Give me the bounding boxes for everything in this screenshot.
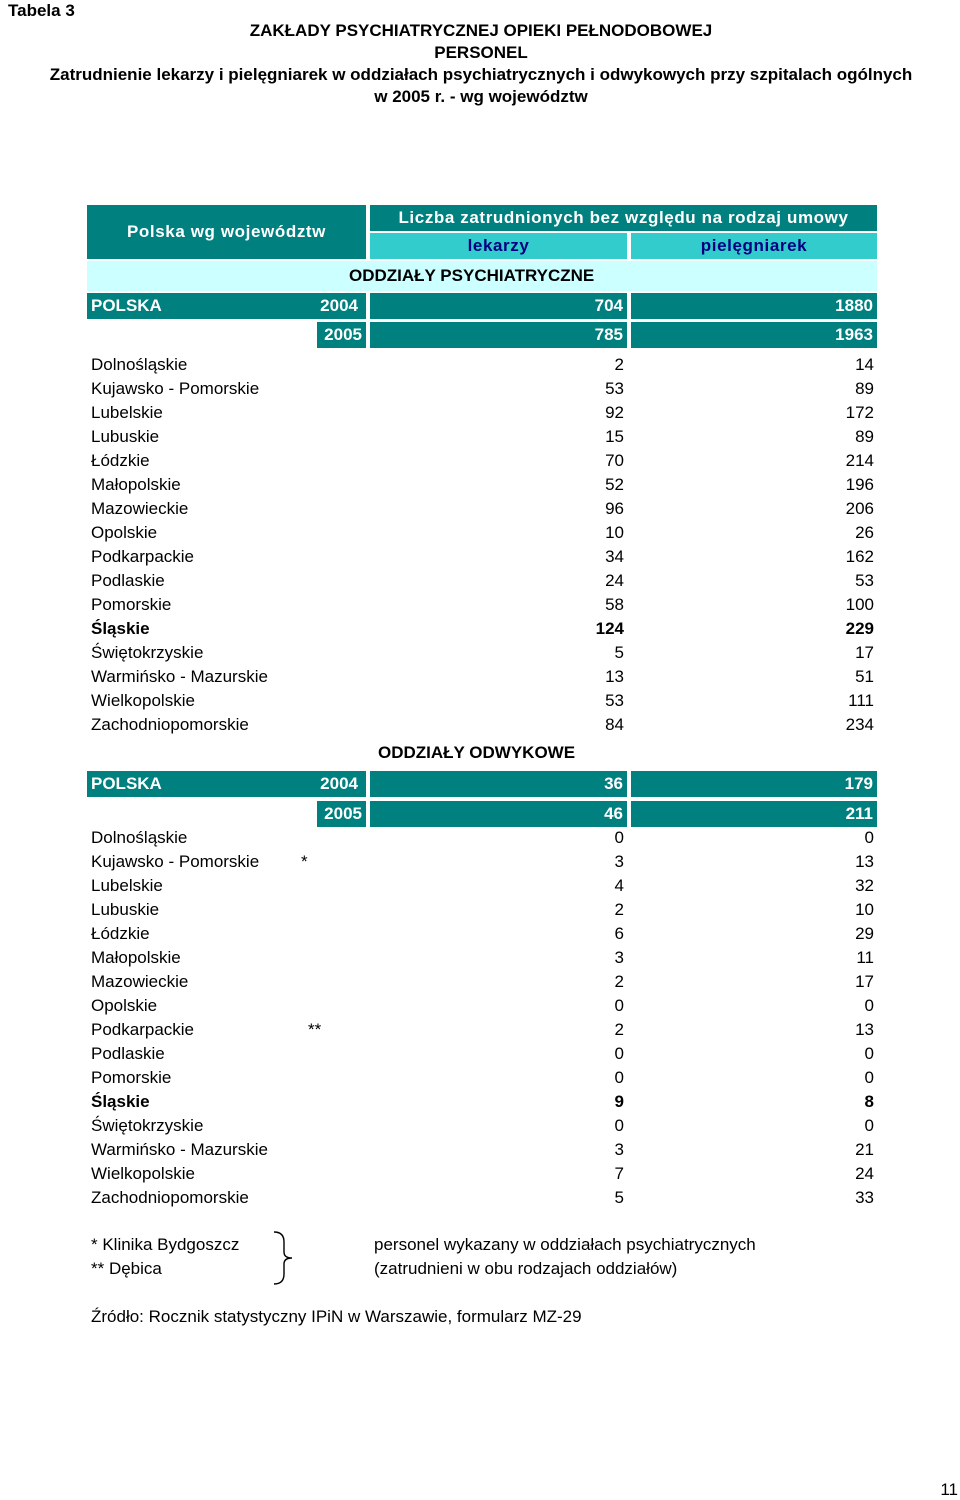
odwyk-total-2004-label — [87, 771, 366, 797]
nurses-value: 206 — [845, 499, 874, 518]
psych-2005-doctors: 785 — [370, 322, 627, 348]
page-number: 11 — [940, 1480, 958, 1499]
footnote-explain-1: personel wykazany w oddziałach psychiatrycznych — [374, 1235, 756, 1254]
psych-2005-nurses: 1963 — [631, 322, 877, 348]
table-row — [91, 970, 874, 994]
table-row — [91, 545, 874, 569]
doctors-value: 3 — [614, 948, 624, 967]
region-name: Pomorskie — [91, 1068, 172, 1087]
table-row — [91, 898, 874, 922]
doctors-value: 7 — [614, 1164, 624, 1183]
region-name: Świętokrzyskie — [91, 1116, 204, 1135]
doctors-value: 84 — [605, 715, 624, 734]
source-note: Źródło: Rocznik statystyczny IPiN w Warszawie, formularz MZ-29 — [91, 1307, 582, 1326]
doctors-value: 70 — [605, 451, 624, 470]
doctors-value: 52 — [605, 475, 624, 494]
nurses-value: 0 — [864, 828, 874, 847]
nurses-value: 13 — [855, 852, 874, 871]
region-name: Mazowieckie — [91, 972, 189, 991]
table-row — [91, 425, 874, 449]
nurses-value: 32 — [855, 876, 874, 895]
doctors-value: 9 — [614, 1092, 624, 1111]
doctors-value: 5 — [614, 1188, 624, 1207]
doctors-column-header — [370, 233, 627, 259]
doctors-value: 2 — [614, 1020, 624, 1039]
region-name: Lubuskie — [91, 900, 160, 919]
table-row — [91, 946, 874, 970]
psych-total-2004-label — [87, 293, 366, 319]
nurses-value: 214 — [845, 451, 874, 470]
footnote-marker: ** — [308, 1020, 322, 1039]
doctors-value: 5 — [614, 643, 624, 662]
region-name: Opolskie — [91, 996, 158, 1015]
odwyk-2004-nurses: 179 — [631, 771, 877, 797]
doctors-value: 3 — [614, 852, 624, 871]
section-psychiatric: ODDZIAŁY PSYCHIATRYCZNE — [87, 261, 877, 291]
table-row — [91, 1186, 874, 1210]
brace-icon — [272, 1230, 294, 1286]
nurses-value: 14 — [855, 355, 874, 374]
doctors-value: 96 — [605, 499, 624, 518]
doctors-value: 34 — [605, 547, 624, 566]
section-addiction: ODDZIAŁY ODWYKOWE — [378, 743, 576, 762]
table-row — [91, 922, 874, 946]
table-label: Tabela 3 — [8, 1, 75, 20]
total-label: POLSKA — [91, 296, 162, 315]
footnote-marker: * — [301, 852, 308, 871]
employment-group-header: Liczba zatrudnionych bez względu na rodzaj umowy — [370, 205, 877, 231]
nurses-value: 111 — [848, 691, 874, 710]
doctors-column-label: lekarzy — [467, 236, 530, 255]
region-name: Świętokrzyskie — [91, 643, 204, 662]
region-name: Śląskie — [91, 1092, 150, 1111]
nurses-value: 21 — [855, 1140, 874, 1159]
doctors-value: 2 — [614, 900, 624, 919]
odwyk-total-2005-year: 2005 — [317, 801, 366, 827]
footnote-star-2: ** Dębica — [91, 1259, 162, 1278]
nurses-column-label: pielęgniarek — [700, 236, 808, 255]
doctors-value: 92 — [605, 403, 624, 422]
region-column-header: Polska wg województw — [87, 205, 366, 259]
region-name: Śląskie — [91, 619, 150, 638]
region-name: Podkarpackie — [91, 547, 195, 566]
table-row — [91, 569, 874, 593]
table-row — [91, 1018, 874, 1042]
nurses-value: 51 — [855, 667, 874, 686]
nurses-value: 89 — [855, 427, 874, 446]
region-name: Podlaskie — [91, 1044, 165, 1063]
nurses-value: 8 — [864, 1092, 874, 1111]
region-name: Wielkopolskie — [91, 1164, 195, 1183]
nurses-value: 0 — [864, 1044, 874, 1063]
doctors-value: 0 — [614, 1068, 624, 1087]
odwyk-2004-doctors: 36 — [370, 771, 627, 797]
nurses-value: 100 — [845, 595, 874, 614]
doctors-value: 53 — [605, 691, 624, 710]
region-name: Dolnośląskie — [91, 355, 188, 374]
table-row — [91, 1138, 874, 1162]
title-line-4: w 2005 r. - wg województw — [374, 87, 588, 106]
table-row — [91, 850, 874, 874]
psych-2004-doctors: 704 — [370, 293, 627, 319]
psych-2004-nurses: 1880 — [631, 293, 877, 319]
region-name: Zachodniopomorskie — [91, 1188, 249, 1207]
region-name: Łódzkie — [91, 924, 150, 943]
table-row — [91, 826, 874, 850]
doctors-value: 3 — [614, 1140, 624, 1159]
region-name: Zachodniopomorskie — [91, 715, 249, 734]
table-row — [91, 353, 874, 377]
table-row — [91, 994, 874, 1018]
table-row — [91, 1162, 874, 1186]
nurses-value: 196 — [845, 475, 874, 494]
region-name: Pomorskie — [91, 595, 172, 614]
doctors-value: 15 — [605, 427, 624, 446]
table-row — [91, 665, 874, 689]
doctors-value: 2 — [614, 355, 624, 374]
footnote-star-1: * Klinika Bydgoszcz — [91, 1235, 240, 1254]
table-row — [91, 593, 874, 617]
region-name: Warmińsko - Mazurskie — [91, 1140, 268, 1159]
table-row — [91, 874, 874, 898]
table-row — [91, 1090, 874, 1114]
region-name: Kujawsko - Pomorskie — [91, 379, 260, 398]
table-row — [91, 473, 874, 497]
doctors-value: 10 — [605, 523, 624, 542]
doctors-value: 2 — [614, 972, 624, 991]
nurses-value: 229 — [845, 619, 874, 638]
region-name: Podkarpackie — [91, 1020, 195, 1039]
region-name: Warmińsko - Mazurskie — [91, 667, 268, 686]
table-row — [91, 617, 874, 641]
psych-total-2005-year: 2005 — [317, 322, 366, 348]
table-row — [91, 1114, 874, 1138]
table-row — [91, 713, 874, 737]
nurses-value: 0 — [864, 1068, 874, 1087]
doctors-value: 0 — [614, 996, 624, 1015]
table-row — [91, 1042, 874, 1066]
region-name: Kujawsko - Pomorskie — [91, 852, 260, 871]
region-name: Łódzkie — [91, 451, 150, 470]
year-2004: 2004 — [320, 774, 358, 793]
nurses-value: 26 — [855, 523, 874, 542]
table-row — [91, 377, 874, 401]
doctors-value: 0 — [614, 1116, 624, 1135]
nurses-value: 33 — [855, 1188, 874, 1207]
nurses-value: 11 — [856, 948, 874, 967]
table-row — [91, 521, 874, 545]
doctors-value: 58 — [605, 595, 624, 614]
nurses-value: 13 — [855, 1020, 874, 1039]
nurses-value: 234 — [845, 715, 874, 734]
doctors-value: 0 — [614, 828, 624, 847]
nurses-value: 17 — [855, 643, 874, 662]
nurses-value: 53 — [855, 571, 874, 590]
region-name: Małopolskie — [91, 948, 181, 967]
year-2004: 2004 — [320, 296, 358, 315]
region-name: Lubuskie — [91, 427, 160, 446]
doctors-value: 124 — [595, 619, 624, 638]
table-row — [91, 689, 874, 713]
doctors-value: 53 — [605, 379, 624, 398]
region-name: Mazowieckie — [91, 499, 189, 518]
region-name: Lubelskie — [91, 403, 163, 422]
nurses-value: 10 — [855, 900, 874, 919]
title-line-3: Zatrudnienie lekarzy i pielęgniarek w oddziałach psychiatrycznych i odwykowych przy szpitalach ogólnych — [49, 65, 913, 84]
table-row — [91, 497, 874, 521]
doctors-value: 24 — [605, 571, 624, 590]
odwyk-2005-doctors: 46 — [370, 801, 627, 827]
nurses-column-header — [631, 233, 877, 259]
nurses-value: 172 — [845, 403, 874, 422]
nurses-value: 162 — [845, 547, 874, 566]
table-row — [91, 1066, 874, 1090]
region-name: Opolskie — [91, 523, 158, 542]
region-name: Lubelskie — [91, 876, 163, 895]
nurses-value: 89 — [855, 379, 874, 398]
footnote-explain-2: (zatrudnieni w obu rodzajach oddziałów) — [374, 1259, 678, 1278]
nurses-value: 0 — [864, 996, 874, 1015]
odwyk-2005-nurses: 211 — [631, 801, 877, 827]
table-row — [91, 449, 874, 473]
region-name: Wielkopolskie — [91, 691, 195, 710]
total-label: POLSKA — [91, 774, 162, 793]
table-row — [91, 401, 874, 425]
table-row — [91, 641, 874, 665]
doctors-value: 0 — [614, 1044, 624, 1063]
title-line-2: PERSONEL — [434, 43, 528, 62]
nurses-value: 29 — [855, 924, 874, 943]
title-line-1: ZAKŁADY PSYCHIATRYCZNEJ OPIEKI PEŁNODOBOWEJ — [249, 21, 713, 40]
nurses-value: 0 — [864, 1116, 874, 1135]
doctors-value: 4 — [614, 876, 624, 895]
region-name: Dolnośląskie — [91, 828, 188, 847]
doctors-value: 6 — [614, 924, 624, 943]
nurses-value: 24 — [855, 1164, 874, 1183]
nurses-value: 17 — [855, 972, 874, 991]
region-name: Podlaskie — [91, 571, 165, 590]
region-name: Małopolskie — [91, 475, 181, 494]
doctors-value: 13 — [605, 667, 624, 686]
